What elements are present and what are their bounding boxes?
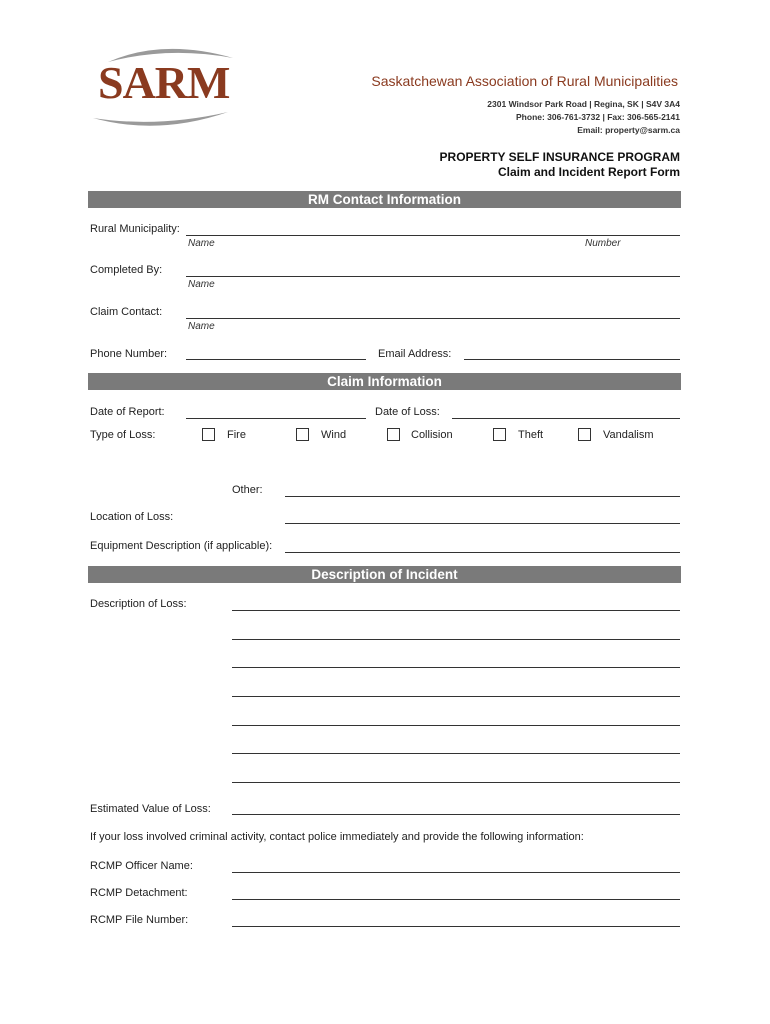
- completed-by-name-hint: Name: [188, 279, 215, 290]
- description-line-3[interactable]: [232, 667, 680, 668]
- theft-label: Theft: [518, 429, 544, 441]
- section-claim-info: Claim Information: [88, 373, 681, 390]
- collision-checkbox[interactable]: [387, 428, 400, 441]
- rcmp-detachment-field[interactable]: [232, 899, 680, 900]
- org-email: Email: property@sarm.ca: [577, 125, 680, 135]
- location-of-loss-field[interactable]: [285, 523, 680, 524]
- rcmp-file-number-label: RCMP File Number:: [90, 914, 189, 926]
- description-line-1[interactable]: [232, 610, 680, 611]
- email-address-field[interactable]: [464, 359, 680, 360]
- rcmp-officer-field[interactable]: [232, 872, 680, 873]
- vandalism-label: Vandalism: [603, 429, 654, 441]
- estimated-value-field[interactable]: [232, 814, 680, 815]
- sarm-logo: SARM: [98, 57, 230, 108]
- date-of-loss-label: Date of Loss:: [375, 406, 440, 418]
- rural-municipality-label: Rural Municipality:: [90, 223, 180, 235]
- claim-contact-name-hint: Name: [188, 321, 215, 332]
- location-of-loss-label: Location of Loss:: [90, 511, 174, 523]
- org-address: 2301 Windsor Park Road | Regina, SK | S4V 3A4: [487, 99, 680, 109]
- completed-by-field[interactable]: [186, 276, 680, 277]
- date-of-loss-field[interactable]: [452, 418, 680, 419]
- date-of-report-label: Date of Report:: [90, 406, 165, 418]
- description-of-loss-label: Description of Loss:: [90, 598, 187, 610]
- org-name: Saskatchewan Association of Rural Municipalities: [371, 73, 678, 89]
- section-description: Description of Incident: [88, 566, 681, 583]
- estimated-value-label: Estimated Value of Loss:: [90, 803, 211, 815]
- theft-checkbox[interactable]: [493, 428, 506, 441]
- description-line-2[interactable]: [232, 639, 680, 640]
- form-title: Claim and Incident Report Form: [497, 165, 680, 179]
- rural-municipality-field[interactable]: [186, 235, 680, 236]
- program-title: PROPERTY SELF INSURANCE PROGRAM: [439, 150, 680, 164]
- rcmp-detachment-label: RCMP Detachment:: [90, 887, 188, 899]
- wind-checkbox[interactable]: [296, 428, 309, 441]
- section-rm-contact: RM Contact Information: [88, 191, 681, 208]
- description-line-6[interactable]: [232, 753, 680, 754]
- vandalism-checkbox[interactable]: [578, 428, 591, 441]
- other-label: Other:: [232, 484, 263, 496]
- wind-label: Wind: [321, 429, 347, 441]
- claim-contact-field[interactable]: [186, 318, 680, 319]
- phone-number-field[interactable]: [186, 359, 366, 360]
- fire-label: Fire: [227, 429, 246, 441]
- org-phone-fax: Phone: 306-761-3732 | Fax: 306-565-2141: [516, 112, 680, 122]
- other-field[interactable]: [285, 496, 680, 497]
- fire-checkbox[interactable]: [202, 428, 215, 441]
- equipment-description-field[interactable]: [285, 552, 680, 553]
- completed-by-label: Completed By:: [90, 264, 163, 276]
- equipment-description-label: Equipment Description (if applicable):: [90, 540, 273, 552]
- police-note: If your loss involved criminal activity, contact police immediately and provide the following information:: [90, 831, 584, 843]
- phone-number-label: Phone Number:: [90, 348, 168, 360]
- collision-label: Collision: [411, 429, 453, 441]
- description-line-7[interactable]: [232, 782, 680, 783]
- date-of-report-field[interactable]: [186, 418, 366, 419]
- claim-contact-label: Claim Contact:: [90, 306, 163, 318]
- type-of-loss-label: Type of Loss:: [90, 429, 156, 441]
- rm-name-hint: Name: [188, 238, 215, 249]
- rm-number-hint: Number: [585, 238, 621, 249]
- description-line-4[interactable]: [232, 696, 680, 697]
- rcmp-officer-label: RCMP Officer Name:: [90, 860, 193, 872]
- description-line-5[interactable]: [232, 725, 680, 726]
- email-address-label: Email Address:: [378, 348, 452, 360]
- rcmp-file-number-field[interactable]: [232, 926, 680, 927]
